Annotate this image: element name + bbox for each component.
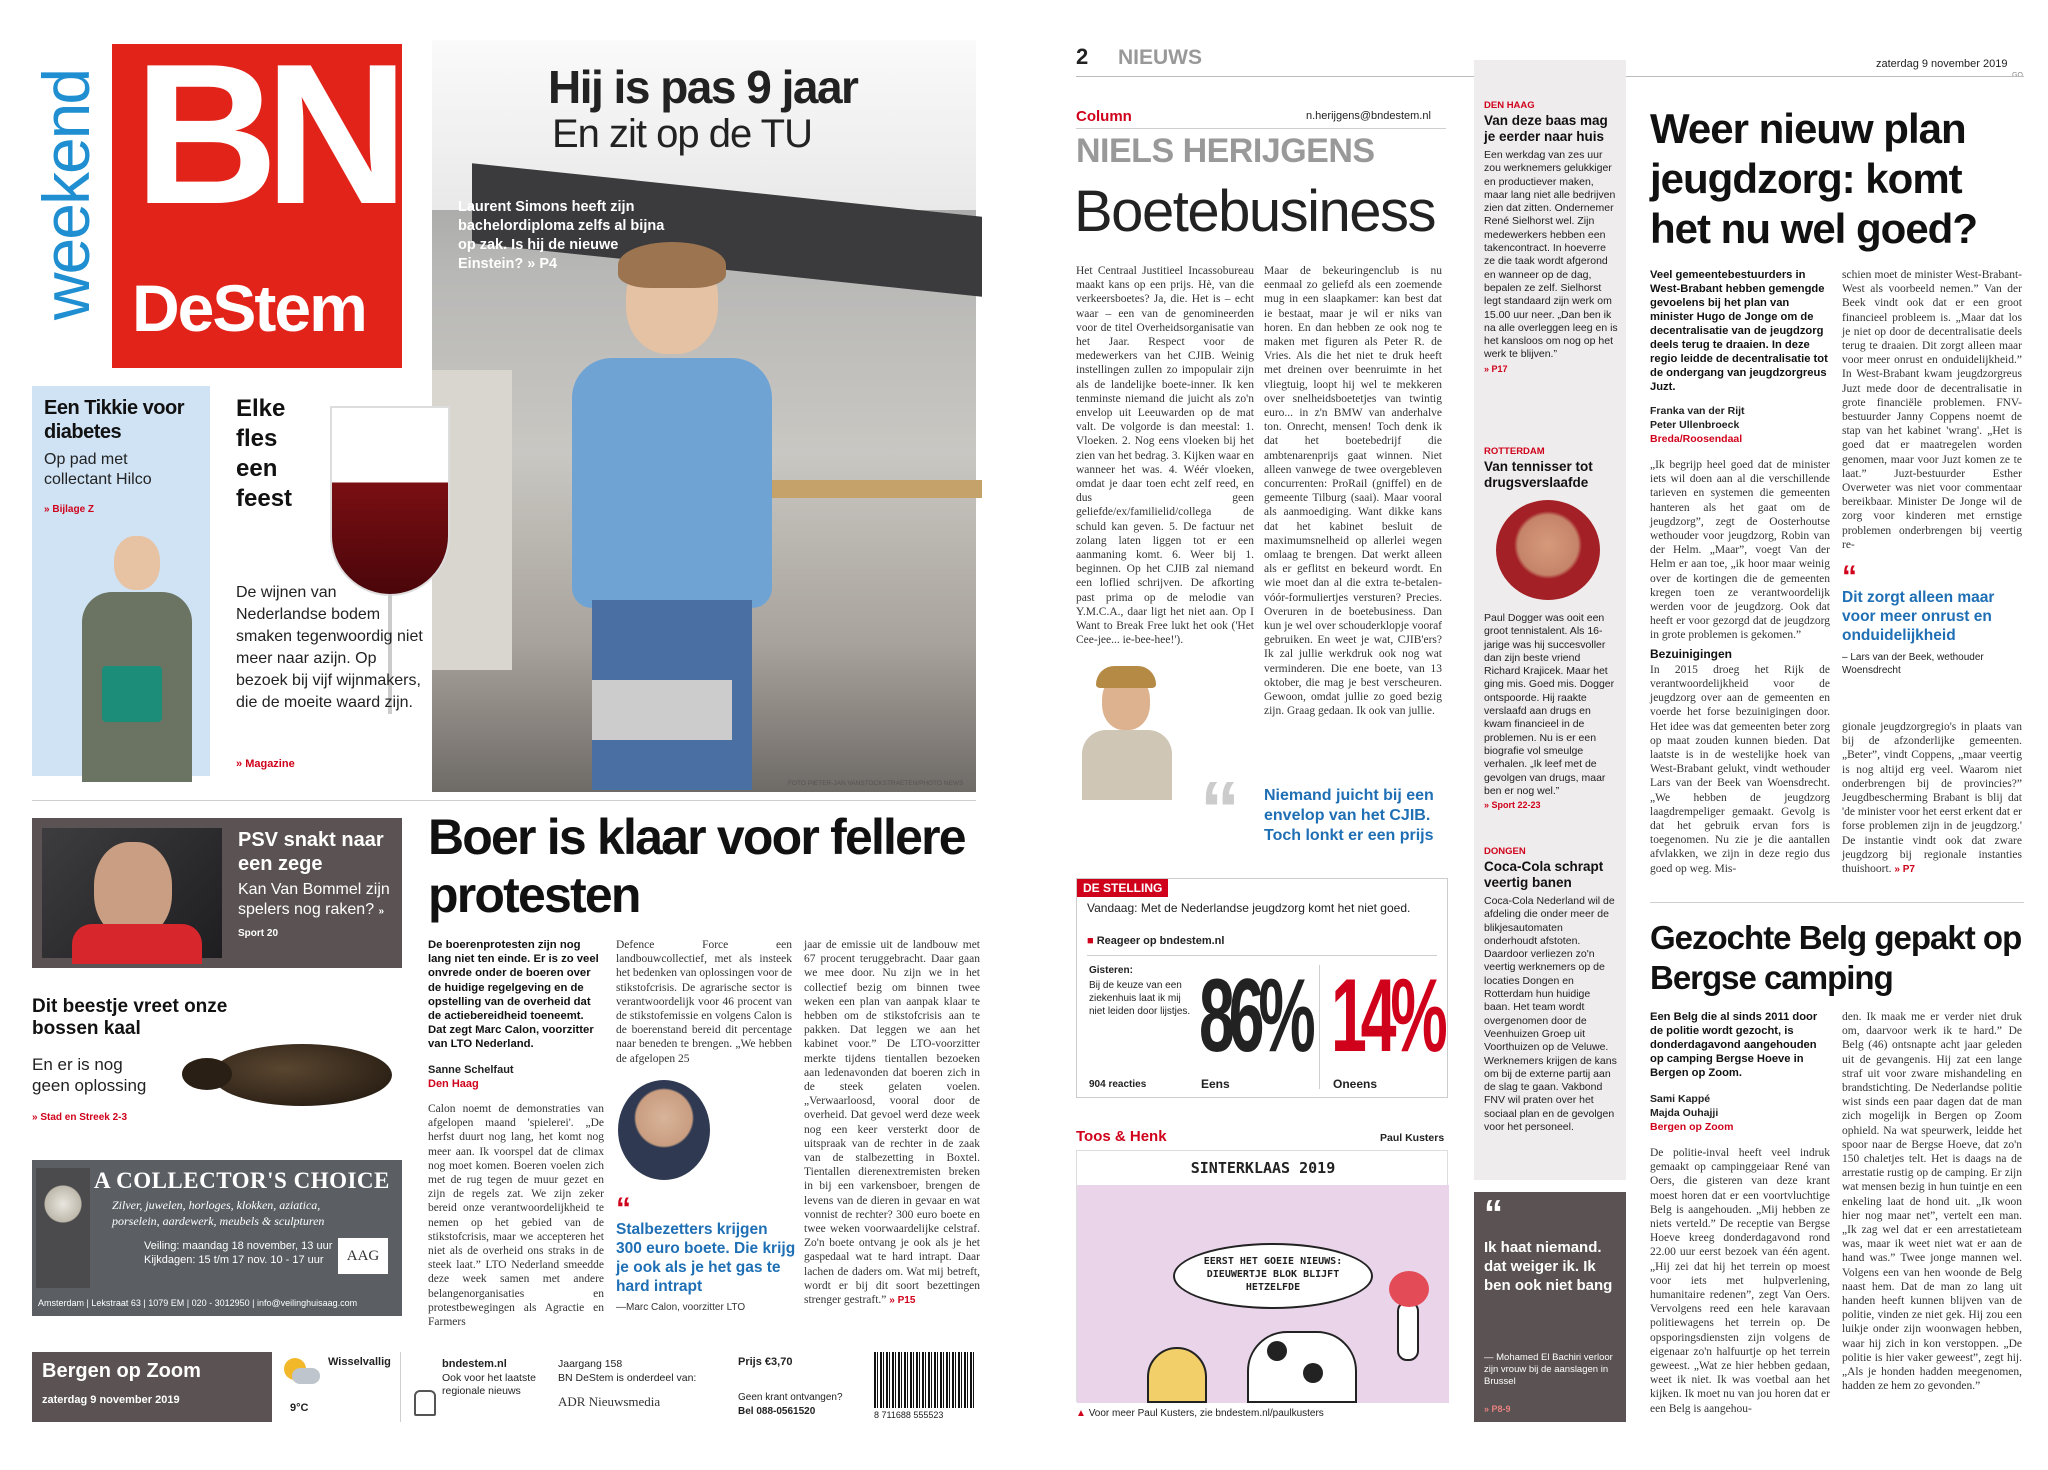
column-email[interactable]: n.herijgens@bndestem.nl: [1306, 110, 1431, 122]
jeugd-title[interactable]: Weer nieuw plan jeugdzorg: komt het nu wel goed?: [1650, 105, 1977, 252]
lead-quote: “ Stalbezetters krijgen 300 euro boete. Die krijg je ook als je het gas te hard intrapt —Marc Calon, voorzitter LTO: [616, 1192, 796, 1313]
collector-figure: [62, 526, 202, 776]
column-col1: Het Centraal Justitieel Incassobureau maakt kans op een prijs. Hè, van die verkeersboetes? Ja, die. Het is – echt waar – een van de genomineerden voor de titel Overheidsorganisatie van het Jaar. Respect voor de medewerkers van het CJIB. Weinig instellingen zullen zo impopulair zijn als de landelijke boete-inner. Ik ken tenminste niemand die juicht als zo'n envelop uit Leeuwarden op de mat valt. De volgorde is dan meestal: 1. Vloeken. 2. Nog eens vloeken bij het zien van het bedrag. 3. Kijken waar en wanneer het was. 4. Wéér vloeken, omdat je daar toen echt zelf reed, en dus geen geliefde/ex/familielid/collega de schuld kan geven. 5. De factuur net zolang laten liggen tot er een aanmaning komt. 6. Weer bij 1. beginnen. Op het CJIB zal niemand een loflied schrijven. De afkorting past prima op de melodie van Y.M.C.A., daar ligt het niet aan. Op I Want to Break Free lukt het ook ('Het Cee-jee... ie-bee-hee!').: [1076, 265, 1254, 647]
column-author: NIELS HERIJGENS: [1076, 132, 1375, 170]
rail-story-a[interactable]: DEN HAAG Van deze baas mag je eerder naar huis Een werkdag van zes uur zou werknemers gelukkiger en productiever maken, maar lang niet alle bedrijven zien dat zitten. Ondernemer René Sielhorst wel. Zijn medewerkers hebben een takencontract. In hoeverre ze die taak wordt afgerond en wanneer op de dag, bepalen ze zelf. Sielhorst legt standaard zijn werk om 15.00 uur neer. „Dan ben ik na alle overleggen leeg en is het kansloos om nog op het werk te blijven.” » P17: [1484, 100, 1618, 374]
main-subtitle: En zit op de TU: [552, 112, 812, 156]
lead-title[interactable]: Boer is klaar voor fellere protesten: [428, 809, 965, 923]
jeugd-col1: „Ik begrijp heel goed dat de minister iets wil doen aan al die verschillende tarieven en systemen die gemeenten hanteren als het gaat om de jeugdzorg”, zegt de Oosterhoutse wethouder voor jeugdzorg, Robin van der Helm. „Maar”, voegt Van der Helm er aan toe, „ik hoor maar weinig over de kortingen die de gemeenten kregen toen ze verantwoordelijk werden voor de jeugdzorg. Ook dat heeft er voor gezorgd dat de jeugdzorg in grote problemen is gekomen.” Bezuinigingen In 2015 droeg het Rijk de verantwoordelijkheid voor de jeugdzorg over aan de gemeenten en voerde het forse bezuinigingen door. Het idee was dat gemeenten beter zorg op maat zouden kunnen bieden. Dat laatste is in de westelijke hoek van West-Brabant gelukt, vindt wethouder Lars van der Beek van Woensdrecht. „We hebben de jeugdzorg laagdrempeliger gemaakt. Gevolg is dat het gebruik ervan fors is toegenomen. Nu zie je die aantallen afvlakken, we zijn in deze regio dus goed op weg. Mis-: [1650, 459, 1830, 875]
photo-credit: FOTO PIETER-JAN VANSTOCKSTRAETEN/PHOTO NEWS: [788, 780, 964, 787]
stelling-box[interactable]: DE STELLING Vandaag: Met de Nederlandse jeugdzorg komt het niet goed. ■ Reageer op bndestem.nl Gisteren: Bij de keuze van een ziekenhuis laat ik mij niet leiden door lijstjes. 904 reacties 86% Eens 14% Oneens: [1076, 878, 1448, 1098]
yes-percentage: 86%: [1199, 958, 1310, 1074]
jeugd-authors: Franka van der Rijt Peter Ullenbroeck Breda/Roosendaal: [1650, 405, 1745, 445]
site-link[interactable]: bndestem.nl: [442, 1358, 507, 1370]
jeugd-col2: schien moet de minister West-Brabant-West als voorbeeld nemen.” Van der Beek vindt ook dat er een groot financieel probleem is. „Maar dat los je niet op door de decentralisatie deels terug te draaien. Dit zorgt alleen maar voor meer onrust en onduidelijkheid.” In West-Brabant kwam jeugdzorgreus Juzt mede door de decentralisatie in grote financiële problemen. FNV-bestuurder Janny Coppens noemt de stap van het kabinet 'wrang'. „Het is goed dat er maatregelen worden genomen, maar voor Juzt komen ze te laat.” Juzt-bestuurder Esther Overweter was niet voor commentaar bereikbaar. Minister De Jonge wil de zorg voor kinderen met ernstige problemen onderbrengen bij veertig re-: [1842, 269, 2022, 551]
clock-image: [36, 1168, 90, 1288]
column-col2: Maar de bekeuringenclub is nu eenmaal zo geliefd als een zoemende mug in een slaapkamer: kan best dat ie bestaat, maar je wil er niks van horen. En dan hebben ze ook nog te maken met figuren als Peter R. de Vries. Als die het niet te druk heeft met dreinen over beenruimte in het vliegtuig, loopt hij wel te mekkeren over snelheidsboetetjes van twintig euro... in z'n BMW van anderhalve ton. Onrecht, mensen! Toch denk ik dat het boetebedrijf die ambtenarenprijs gaat winnen. Niet alleen vanwege de twee overgebleven concurrenten: ProRail (gniffel) en de gemeente Tilburg (saai). Maar vooral als aanmoediging. Want dikke kans dat het kabinet besluit de maximumsnelheid op allerlei wegen omlaag te brengen. Dat werkt alleen als er geflitst en bekeurd wordt. En wie moet dan al die extra te-betalen-vóór-formuliertjes versturen? Precies. Overuren in de boetebusiness. Dan kun je wel over schouderklopje vooraf gebruiken. En weet je wat, CJIB'ers? Ik zal jullie werkdruk ook nog wat verminderen. Die ene boete, van 13 oktober, die mag je best verscheuren. Gewoon, omdat jullie zo goed bezig zijn. Graag gedaan. Ik ook van jullie.: [1264, 265, 1442, 718]
column-label: Column: [1076, 108, 1132, 125]
rail-quote-box[interactable]: “ Ik haat niemand. dat weiger ik. Ik ben ook niet bang — Mohamed El Bachiri verloor zijn vrouw bij de aanslagen in Brussel » P8-9: [1474, 1192, 1626, 1422]
wine-teaser[interactable]: Elke fles een feest De wijnen van Nederlandse bodem smaken tegenwoordig niet meer naar azijn. Op bezoek bij vijf wijnmakers, die de moeite waard zijn. » Magazine: [222, 386, 430, 776]
jeugd-col2b: gionale jeugdzorgregio's in plaats van bij de afzonderlijke gemeenten. „Beter”, vindt Coppens, „maar veertig is nog altijd erg veel. Waarom niet onderbrengen bij de provincies?” Jeugdbescherming Brabant is blij dat 'de minister voor het eerst erkent dat er forse problemen zijn in de jeugdzorg.' De instantie vindt ook dat zware jeugdzorg bij regionale instanties thuishoort. » P7: [1842, 721, 2022, 876]
main-title[interactable]: Hij is pas 9 jaar: [548, 61, 858, 113]
column-title[interactable]: Boetebusiness: [1074, 179, 1435, 244]
column-quote: Niemand juicht bij een envelop van het CJIB. Toch lonkt er een prijs: [1264, 787, 1434, 844]
jeugd-quote: “ Dit zorgt alleen maar voor meer onrust en onduidelijkheid – Lars van der Beek, wethouder Woensdrecht: [1842, 560, 1995, 676]
cartoon: SINTERKLAAS 2019 EERST HET GOEIE NIEUWS: DIEUWERTJE BLOK BLIJFT HETZELFDE: [1076, 1150, 1448, 1402]
main-caption: Laurent Simons heeft zijn bachelordiploma zelfs al bijna op zak. Is hij de nieuwe Einstein? » P4: [458, 199, 665, 272]
rail-story-b[interactable]: ROTTERDAM Van tennisser tot drugsverslaafde: [1484, 446, 1593, 490]
section-name: NIEUWS: [1118, 46, 1202, 69]
column-quote-mark: “: [1200, 765, 1240, 854]
tap-icon: [414, 1390, 436, 1416]
belg-title[interactable]: Gezochte Belg gepakt op Bergse camping: [1650, 919, 2022, 996]
van-bommel-photo: [42, 828, 222, 958]
lead-intro: De boerenprotesten zijn nog lang niet ten einde. Er is zo veel onvrede onder de boeren over de huidige regelgeving en de opstelling van de overheid dat de actiebereidheid toeneemt. Dat zegt Marc Calon, voorzitter van LTO Nederland.: [428, 939, 599, 1051]
belg-col2: den. Ik maak me er verder niet druk om, daarvoor werk ik te hard.” De Belg (46) ontsnapte acht jaar geleden uit de gevangenis. Hij zat een lange straf uit voor zware mishandeling en brandstichting. De Nederlandse politie wist sinds een paar dagen dat de man zich mogelijk in Bergen op Zoom ophield. Na wat speurwerk, leidde het spoor naar de Bergse Hoeve, dat zo'n 150 chaletjes telt. Het is daags na de arrestatie rustig op de camping. Er zijn wat mensen bezig in hun tuintje en een enkeling laat de hond uit. „Ik woon hier nog maar net”, vertelt een man. „Ik zag wel dat er een arrestatieteam was, maar ik weet niet wat er aan de hand was.” Twee jonge mannen wel. Volgens een van hen woonde de Belg naast hem. Dat de man zo lang uit handen heeft kunnen blijven van de politie, vinden ze niet gek. Hij zou een luikje onder zijn woonwagen hebben, waar hij zich in kon verstoppen. „De politie is hier vaker geweest”, zegt hij. „Als je honden hadden meegenomen, hadden ze hem zo gevonden.”: [1842, 1011, 2022, 1393]
masthead-logo[interactable]: BN DeStem: [112, 44, 402, 368]
lead-col3: jaar de emissie uit de landbouw met 67 procent teruggebracht. Daar gaan we mee door. Nu zijn we in het collectief bezig om binnen twee weken een plan van aanpak klaar te hebben om de stikstofcrisis aan te pakken. Dat leggen we aan het kabinet voor.” De LTO-voorzitter merkte tijdens tientallen bezoeken aan ledenavonden dat boeren zich in de steek gelaten voelen. „Verwaarloosd, vooral door de overheid. Dat gevoel werd deze week nog een keer versterkt door de uitspraak van de rechter in de zaak van de stalbezetting in Boxtel. Tientallen dierenextremisten breken in bij een varkensboer, brengen de levens van de dieren in gevaar en wat vonnist de rechter? 300 euro boete en twee weken voorwaardelijke celstraf. Zo'n boete ontvang je ook als je het gaspedaal wat te hard intrapt. Daar lachen de daders om. Wat mij betreft, wordt er bij dit soort bezettingen strenger gestraft.” » P15: [804, 939, 980, 1307]
weekend-label: weekend: [29, 69, 103, 321]
psv-teaser[interactable]: PSV snakt naar een zege Kan Van Bommel zijn spelers nog raken? » Sport 20: [32, 818, 402, 968]
lead-col1: Calon noemt de demonstraties van afgelopen maand 'spielerei'. „De herfst duurt nog lang, het komt nog meer aan. Ik voorspel dat de climax nog moet komen. Boeren voelen zich met de rug tegen de muur gezet en zijn de regels zat. We zijn zeker bereid onze verantwoordelijkheid te nemen op het gebied van de stikstofcrisis, maar we accepteren het niet als de overheid ons straks in de steek laat.” LTO Nederland smeedde deze week samen met andere belangenorganisaties en protestbewegingen als Agractie en Farmers: [428, 1103, 604, 1329]
no-percentage: 14%: [1331, 958, 1442, 1074]
belg-col1: De politie-inval heeft veel indruk gemaakt op campinggeiaar René van Oers, die gisteren van deze krant moest horen dat er een voortvluchtige Belg is aangehouden. „Mij hebben ze niets verteld.” De receptie van Bergse Hoeve kreeg donderdagavond rond 22.00 uur eerst bezoek van één agent. „Hij zei dat hij het terrein op moest voor iets met hulpverlening, humanitaire redenen”, zegt Van Oers. Vervolgens reed een hele karavaan politiewagens het terrein op. De opsporingsdiensten zijn volgens de eigenaar zo'n halfuurtje op het terrein geweest. „Wat ze hier hebben gedaan, weet ik niet. Ik was voetbal aan het kijken. Ik moet nu van jou horen dat er een Belg is aangehou-: [1650, 1147, 1830, 1415]
lead-author: Sanne Schelfaut Den Haag: [428, 1064, 514, 1090]
rail-story-c[interactable]: DONGEN Coca-Cola schrapt veertig banen Coca-Cola Nederland wil de afdeling die onder meer de blikjesautomaten onderhoudt afstoten. Daardoor verliezen zo'n veertig werknemers op de locaties Dongen en Rotterdam hun huidige baan. Het team wordt overgenomen door de Veenhuizen Groep uit Voorthuizen op de Veluwe. Werknemers krijgen de kans om bij de externe partij aan de slag te gaan. Vakbond FNV wil praten over het sociaal plan en de gevolgen voor het personeel.: [1484, 846, 1617, 1134]
weather-icon: [284, 1358, 318, 1384]
dogger-photo: [1496, 500, 1600, 600]
auction-ad[interactable]: A COLLECTOR'S CHOICE Zilver, juwelen, horloges, klokken, aziatica, porselein, aardewerk, meubels & sculpturen Veiling: maandag 18 november, 13 uur Kijkdagen: 15 t/m 17 nov. 10 - 17 uur AAG Amsterdam | Lekstraat 63 | 1079 EM | 020 - 3012950 | info@veilinghuisaag.com: [32, 1160, 402, 1316]
calon-photo: [618, 1080, 710, 1180]
page-number: 2: [1076, 44, 1089, 69]
cartoon-more[interactable]: ▲ Voor meer Paul Kusters, zie bndestem.nl/paulkusters: [1076, 1408, 1324, 1419]
toos-label: Toos & Henk: [1076, 1128, 1167, 1145]
page-date: zaterdag 9 november 2019: [1876, 58, 2008, 70]
belg-intro: Een Belg die al sinds 2011 door de politie wordt gezocht, is donderdagavond aangehouden op camping Bergse Hoeve in Bergen op Zoom.: [1650, 1011, 1818, 1079]
barcode: [874, 1352, 974, 1408]
tikkie-teaser[interactable]: Een Tikkie voor diabetes Op pad met collectant Hilco » Bijlage Z: [32, 386, 210, 776]
columnist-photo: [1076, 660, 1176, 800]
beetle-image: [182, 1030, 402, 1122]
beetle-teaser[interactable]: Dit beestje vreet onze bossen kaal En er is nog geen oplossing » Stad en Streek 2-3: [32, 984, 402, 1134]
rail-story-b-text: Paul Dogger was ooit een groot tennistalent. Als 16-jarige was hij succesvoller dan zijn beste vriend Richard Krajicek. Maar het ging mis. Goed mis. Dogger ontspoorde. Hij raakte verslaafd aan drugs en kwam financieel in de problemen. Nu is er een biografie vol smeulge verhalen. „Ik leef met de gevolgen van drugs, maar ben er nog wel.” » Sport 22-23: [1484, 612, 1615, 811]
toos-author: Paul Kusters: [1380, 1132, 1445, 1144]
jeugd-intro: Veel gemeentebestuurders in West-Brabant hebben gemengde gevoelens bij het plan van minister Hugo de Jonge om de decentralisatie van de jeugdzorg deels terug te draaien. In deze regio leidde de decentralisatie tot de ondergang van jeugdzorgreus Juzt.: [1650, 269, 1828, 393]
front-footer: Bergen op Zoom zaterdag 9 november 2019 Wisselvallig 9°C bndestem.nl Ook voor het laatste regionale nieuws Jaargang 158 BN DeStem is onderdeel van: ADR Nieuwsmedia Prijs €3,70 Geen krant ontvangen? Bel 088-0561520 8 711688 555523: [32, 1352, 976, 1422]
lead-col2: Defence Force een landbouwcollectief, met als insteek het bedenken van oplossingen voor de stikstofcrisis. De agrarische sector is verantwoordelijk voor 46 procent van de stikstofemissie en volgens Calon is de boerenstand bereid dit percentage naar beneden te brengen. „We hebben de afgelopen 25: [616, 939, 792, 1065]
belg-authors: Sami Kappé Majda Ouhajji Bergen op Zoom: [1650, 1093, 1734, 1133]
